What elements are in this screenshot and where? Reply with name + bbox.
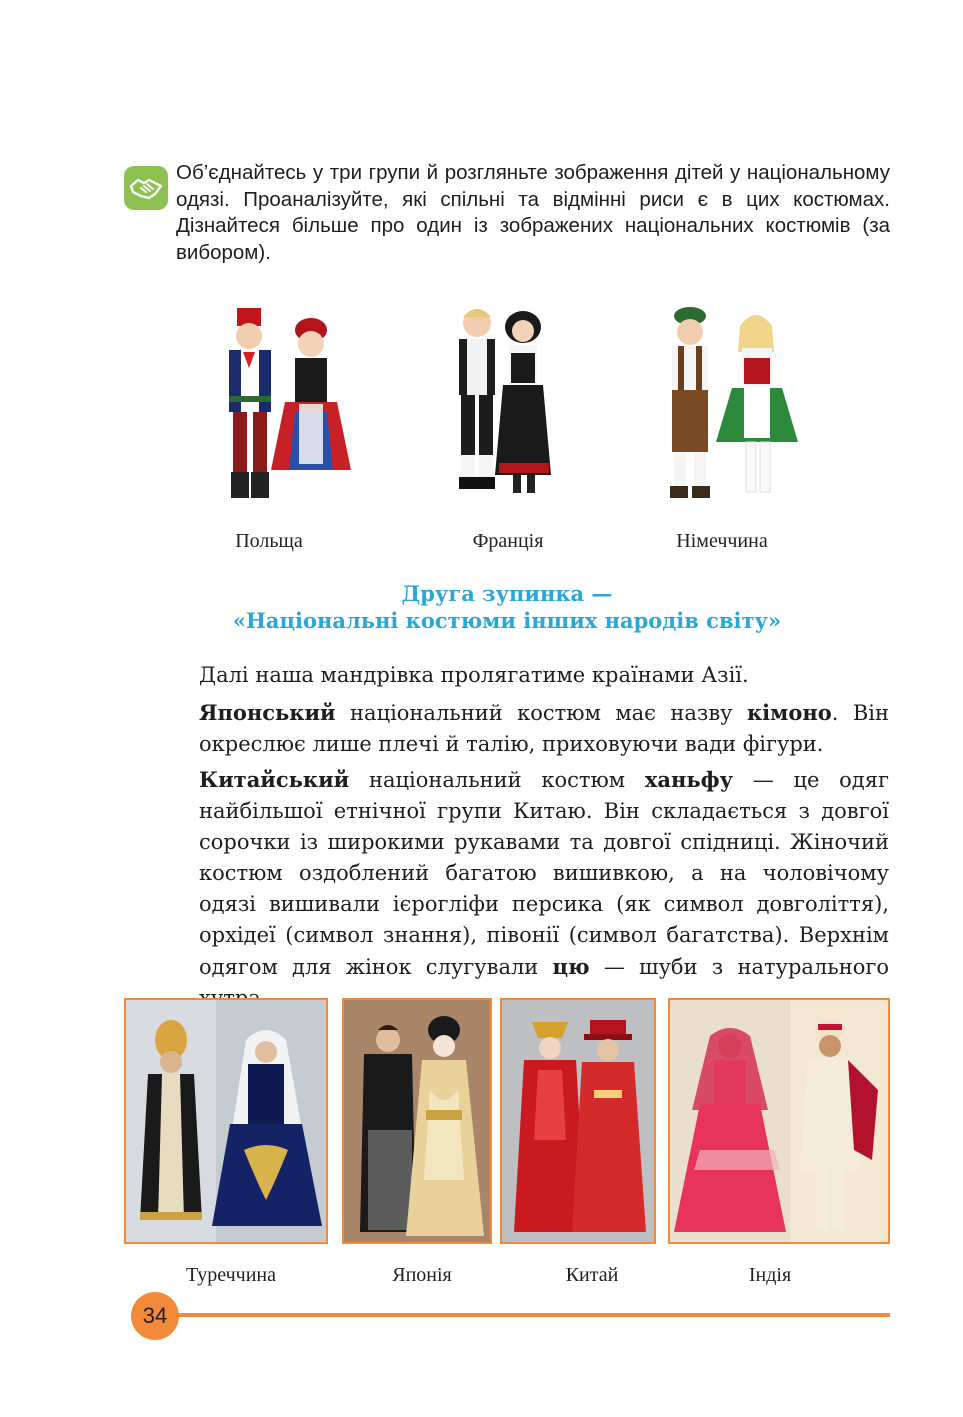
term-kimono: кімоно [746,700,832,725]
caption-turkey: Туреччина [186,1264,276,1286]
photo-germany-children [642,292,812,512]
term-hanfu: ханьфу [644,767,734,792]
task-instructions: Об’єднайтесь у три групи й розгляньте зображення дітей у національному одязі. Проаналізуйте, які спільні та відмінні риси є в цих костюмах. Дізнайтеся більше про один із зображених національних костюмів (за вибором). [176,161,890,264]
term-japanese: Японський [199,700,336,725]
caption-poland: Польща [235,530,303,552]
paragraph-asia [199,660,889,691]
caption-germany: Німеччина [676,530,768,552]
page-footer-line [170,1313,890,1317]
section-heading-line2: «Національні костюми інших народів світу» [232,608,782,633]
photo-china [500,998,656,1244]
caption-japan: Японія [392,1264,452,1286]
task-block [124,160,890,266]
caption-india: Індія [748,1264,792,1286]
photo-france-children [437,295,559,503]
photo-india [668,998,890,1244]
page-number: 34 [131,1292,179,1340]
term-tsyu: цю [552,954,590,979]
caption-france: Франція [472,530,544,552]
paragraph-japan: Японський національний костюм має назву кімоно. Він окреслює лише плечі й талію, приховуючи вади фігури. [199,700,889,756]
photo-japan [342,998,492,1244]
paragraph-china: Китайський національний костюм ханьфу — це одяг найбільшої етнічної групи Китаю. Він складається з довгої сорочки із широкими рукавами та довгої спідниці. Жіночий костюм оздоблений багатою вишивкою, а на чоловічому одязі вишивали ієрогліфи персика (як символ довголіття), орхідеї (символ знання), півонії (символ багатства). Верхнім одягом для жінок слугували цю — шуби з натурального [199,767,889,979]
handshake-icon [124,166,168,210]
section-heading [124,580,890,634]
photo-poland-children [199,292,371,514]
section-heading-line1: Друга зупинка — [401,581,613,606]
paragraph-1: Далі наша мандрівка пролягатиме країнами Азії. [199,663,749,687]
caption-china: Китай [565,1264,619,1286]
term-chinese: Китайський [199,767,350,792]
photo-turkey [124,998,328,1244]
